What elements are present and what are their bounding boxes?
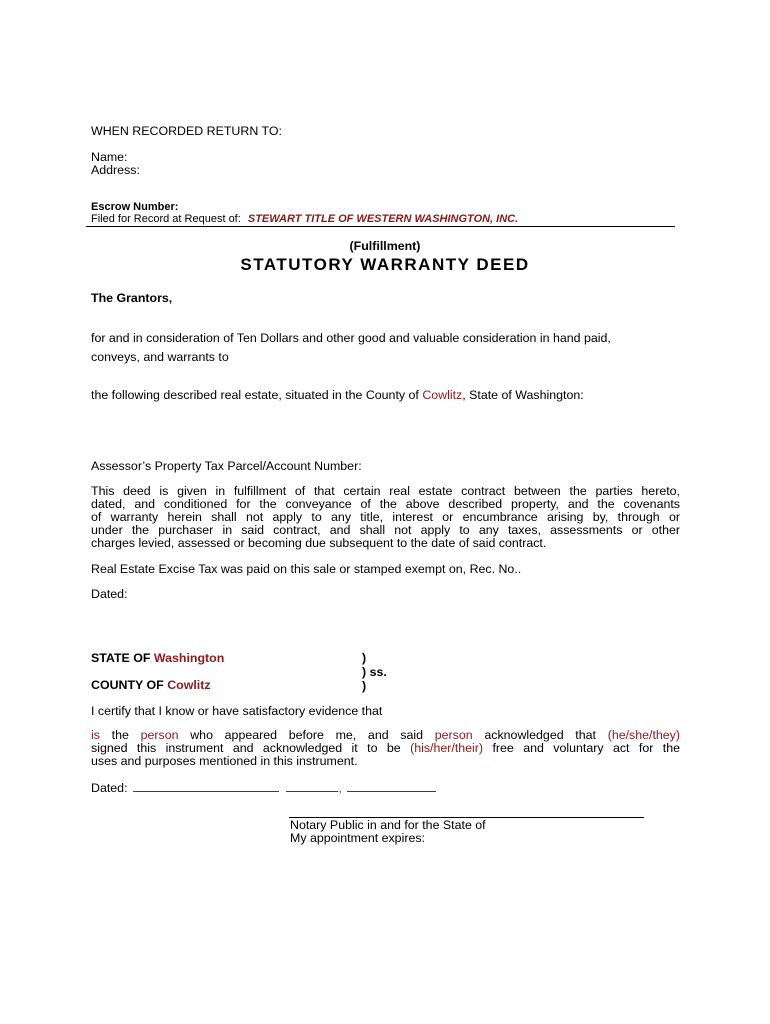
ss-paren-2: ) ss. [362,665,387,679]
ack-word: person [434,728,473,742]
ack-word: acknowledged that [484,728,596,742]
page-title: STATUTORY WARRANTY DEED [240,255,530,274]
dated-label: Dated: [91,587,128,601]
notary-line-2: My appointment expires: [290,831,425,845]
ack-line-3: uses and purposes mentioned in this instrument. [91,754,358,768]
fulfillment-line: charges levied, assessed or becoming due subsequent to the date of said contract. [91,536,547,550]
parcel-label: Assessor’s Property Tax Parcel/Account Number: [91,459,362,473]
excise-tax-line: Real Estate Excise Tax was paid on this sale or stamped exempt on, Rec. No.. [91,562,522,576]
county-label: COUNTY OF [91,678,164,692]
filed-company: STEWART TITLE OF WESTERN WASHINGTON, INC. [247,213,519,225]
state-value: Washington [153,651,225,665]
name-label: Name: [91,150,128,164]
return-to-label: WHEN RECORDED RETURN TO: [91,124,282,138]
real-estate-county: Cowlitz [422,388,463,402]
ack-dated-label: Dated: [91,781,128,795]
dated-day-blank[interactable] [133,780,279,792]
dated-month-blank[interactable] [286,780,338,792]
dated-comma: , [338,781,342,795]
ack-word: the [111,728,129,742]
real-estate-pre: the following described real estate, situated in the County of [91,388,423,402]
ack-word: (he/she/they) [607,728,681,742]
filed-label: Filed for Record at Request of: [91,213,241,225]
ack-word: (his/her/their) [410,741,484,755]
address-label: Address: [91,163,140,177]
ack-word: person [140,728,179,742]
real-estate-post: , State of Washington: [462,388,584,402]
ack-dated [91,780,436,795]
dated-year-blank[interactable] [347,780,436,792]
filed-for-record [91,213,518,225]
escrow-number-label: Escrow Number: [91,201,179,213]
ack-word: who appeared before me, and said [190,728,424,742]
fulfillment-line: This deed is given in fulfillment of that certain real estate contract between the parties hereto, [91,484,680,498]
grantors-label: The Grantors, [91,291,173,305]
ack-word: is [91,728,100,742]
ss-paren-1: ) [362,651,367,665]
deed-subtitle: (Fulfillment) [349,239,421,253]
real-estate-clause [91,388,584,402]
county-of [91,678,211,692]
consideration-line-2: conveys, and warrants to [91,350,229,364]
header-divider [86,226,675,227]
ss-paren-3: ) [362,679,367,693]
fulfillment-line: of warranty herein shall not apply to any title, interest or encumbrance arising by, through or [91,510,680,524]
ack-word: free and voluntary act for the [492,741,680,755]
fulfillment-line: dated, and conditioned for the conveyance of the above described property, and the covenants [91,497,680,511]
county-value: Cowlitz [167,678,211,692]
state-label: STATE OF [91,651,151,665]
fulfillment-paragraph [91,485,680,550]
consideration-line-1: for and in consideration of Ten Dollars and other good and valuable consideration in hand paid, [91,331,611,345]
fulfillment-line: under the purchaser in said contract, and shall not apply to any taxes, assessments or other [91,523,680,537]
ack-word: signed this instrument and acknowledged it to be [91,741,401,755]
acknowledgment-paragraph [91,729,680,768]
certify-line: I certify that I know or have satisfactory evidence that [91,704,383,718]
state-of [91,651,224,665]
notary-line-1: Notary Public in and for the State of [290,818,486,832]
